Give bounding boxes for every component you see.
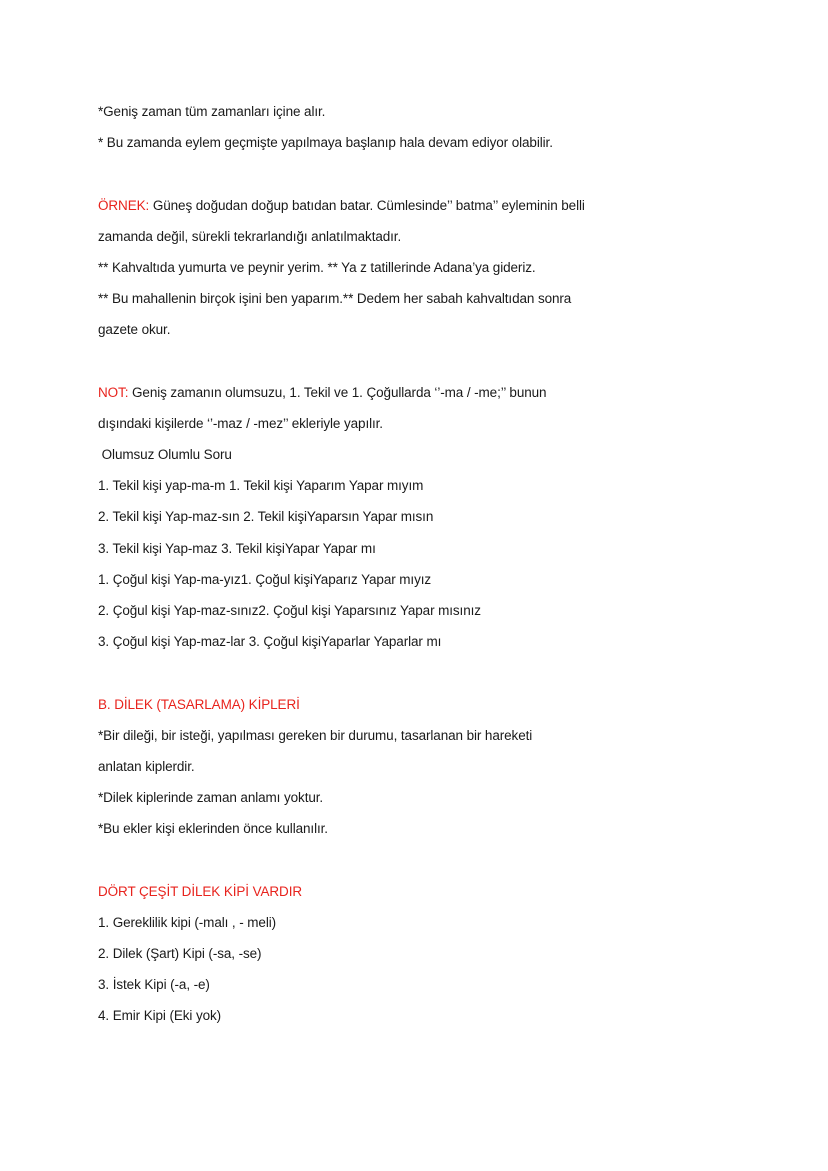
note-text: Geniş zamanın olumsuzu, 1. Tekil ve 1. Çoğullarda ‘’-ma / -me;’’ bunun [128,384,547,400]
example-line-4: ** Bu mahallenin birçok işini ben yaparım.** Dedem her sabah kahvaltıdan sonra [98,291,572,307]
conjugation-row: 1. Çoğul kişi Yap-ma-yız1. Çoğul kişiYaparız Yapar mıyız [98,571,432,587]
example-line-3: ** Kahvaltıda yumurta ve peynir yerim. ** Ya z tatillerinde Adana’ya gideriz. [98,259,536,275]
types-heading: DÖRT ÇEŞİT DİLEK KİPİ VARDIR [98,883,303,899]
spacer [98,346,738,377]
example-line-5: gazete okur. [98,322,171,338]
dilek-line-4: *Bu ekler kişi eklerinden önce kullanılır. [98,821,328,837]
intro-line-1: *Geniş zaman tüm zamanları içine alır. [98,104,326,119]
document-page [98,96,738,1032]
intro-line-2: * Bu zamanda eylem geçmişte yapılmaya başlanıp hala devam ediyor olabilir. [98,135,553,151]
conjugation-row: 3. Çoğul kişi Yap-maz-lar 3. Çoğul kişiYaparlar Yaparlar mı [98,634,442,650]
spacer [98,158,738,189]
dilek-line-2: anlatan kiplerdir. [98,758,195,774]
list-item: 3. İstek Kipi (-a, -e) [98,977,210,993]
conjugation-row: 1. Tekil kişi yap-ma-m 1. Tekil kişi Yaparım Yapar mıyım [98,478,424,494]
example-label: ÖRNEK: [98,197,150,213]
example-text: Güneş doğudan doğup batıdan batar. Cümlesinde’’ batma’’ eyleminin belli [149,197,585,213]
list-item: 1. Gereklilik kipi (-malı , - meli) [98,914,277,930]
list-item: 2. Dilek (Şart) Kipi (-sa, -se) [98,946,262,962]
conjugation-row: 2. Çoğul kişi Yap-maz-sınız2. Çoğul kişi Yaparsınız Yapar mısınız [98,603,481,618]
note-line-2: dışındaki kişilerde ‘’-maz / -mez’’ ekleriyle yapılır. [98,415,383,431]
example-line-2: zamanda değil, sürekli tekrarlandığı anlatılmaktadır. [98,228,402,244]
conjugation-row: 2. Tekil kişi Yap-maz-sın 2. Tekil kişiYaparsın Yapar mısın [98,509,434,525]
dilek-line-1: *Bir dileği, bir isteği, yapılması gereken bir durumu, tasarlanan bir hareketi [98,727,533,743]
example-line-1 [98,190,738,221]
conjugation-row: 3. Tekil kişi Yap-maz 3. Tekil kişiYapar Yapar mı [98,540,376,556]
spacer [98,845,738,876]
conjugation-header: Olumsuz Olumlu Soru [98,447,232,463]
dilek-heading: B. DİLEK (TASARLAMA) KİPLERİ [98,696,300,712]
list-item: 4. Emir Kipi (Eki yok) [98,1008,222,1024]
note-line-1 [98,377,738,408]
note-label: NOT: [98,384,129,400]
spacer [98,657,738,688]
dilek-line-3: *Dilek kiplerinde zaman anlamı yoktur. [98,790,324,806]
